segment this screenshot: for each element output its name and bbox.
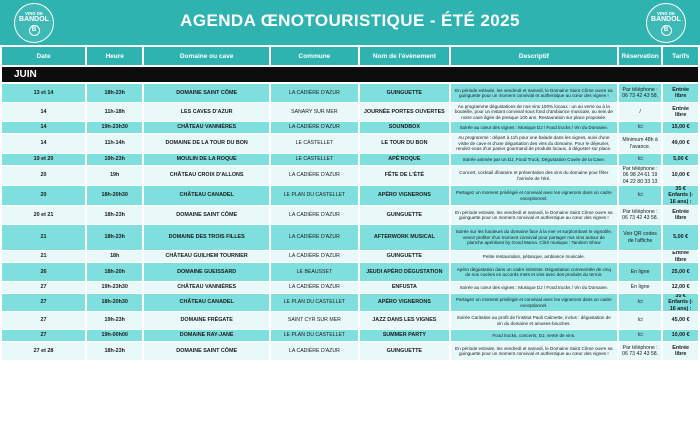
row-date: 20: [2, 166, 85, 185]
row-domain: CHÂTEAU CROIX D'ALLONS: [144, 166, 269, 185]
table-row: [2, 263, 698, 281]
description-text: Partagez un moment privilégié et convivial avec les vignerons dans un cadre exceptionnel.: [455, 297, 612, 308]
row-price: Entrée libre: [663, 103, 698, 121]
row-commune: LA CADIÈRE D'AZUR: [271, 225, 358, 250]
row-price: 35 € Enfants (- 16 ans) :: [663, 186, 698, 205]
row-date: 26: [2, 263, 85, 281]
row-reservation[interactable]: En ligne: [619, 282, 662, 293]
row-commune: LA CADIÈRE D'AZUR: [271, 282, 358, 293]
logo-line1: VINS DE: [24, 10, 43, 16]
row-reservation[interactable]: Par téléphone : 06 98 24 61 19 04 22 80 33 13: [619, 166, 662, 185]
row-event-name: JEUDI APÉRO DÉGUSTATION: [360, 263, 449, 281]
row-price: 25,00 €: [663, 263, 698, 281]
row-price: 5,00 €: [663, 225, 698, 250]
table-row: [2, 154, 698, 165]
row-description: [451, 122, 617, 133]
row-description: [451, 263, 617, 281]
row-date: 13 et 14: [2, 84, 85, 102]
row-hour: 11h-18h: [87, 103, 142, 121]
description-text: Concert, cocktail dînatoire et présentation des vins du domaine pour fêter l'arrivée de l'été.: [459, 170, 609, 181]
description-text: Soirée au cœur des vignes : Musique DJ / Food trucks / Vin du Domaine.: [459, 284, 609, 290]
row-event-name: GUINGUETTE: [360, 84, 449, 102]
month-label: JUIN: [2, 67, 698, 82]
row-hour: 18h-20h: [87, 263, 142, 281]
row-description: [451, 103, 617, 121]
row-hour: 18h-20h30: [87, 294, 142, 311]
row-commune: LA CADIÈRE D'AZUR: [271, 251, 358, 262]
row-event-name: APÉRO VIGNERONS: [360, 186, 449, 205]
row-description: [451, 282, 617, 293]
events-table: [2, 84, 698, 361]
row-commune: LA CADIÈRE D'AZUR: [271, 166, 358, 185]
table-row: [2, 134, 698, 153]
row-reservation[interactable]: /: [619, 103, 662, 121]
row-date: 20 et 21: [2, 206, 85, 224]
row-domain: LES CAVES D'AZUR: [144, 103, 269, 121]
row-commune: LE CASTELLET: [271, 154, 358, 165]
row-reservation[interactable]: Par téléphone : 06 73 42 43 58.: [619, 84, 662, 102]
row-commune: SANARY SUR MER: [271, 103, 358, 121]
description-text: Apéro dégustation dans un cadre intimiste. Dégustation commentée de cinq de nos cuvées en accords mets et vins avec des produits du terroir.: [456, 266, 611, 277]
logo-line2: BANDOL: [651, 15, 681, 23]
row-reservation[interactable]: Par téléphone : 06 73 42 43 58.: [619, 342, 662, 360]
row-event-name: ENFUSTA: [360, 282, 449, 293]
row-description: [451, 312, 617, 329]
table-row: [2, 84, 698, 102]
logo-line2: BANDOL: [19, 15, 49, 23]
row-reservation[interactable]: [619, 251, 662, 262]
row-date: 20: [2, 186, 85, 205]
row-event-name: APÉ'ROQUE: [360, 154, 449, 165]
row-price: 10,00 €: [663, 330, 698, 341]
row-domain: CHÂTEAU GUILHEM TOURNIER: [144, 251, 269, 262]
row-reservation[interactable]: Voir QR codes de l'affiche: [619, 225, 662, 250]
description-text: Soirée animée par un DJ, Food Truck, Dégustation Cuvée de la Cave.: [462, 156, 606, 162]
table-row: [2, 294, 698, 311]
row-commune: LA CADIÈRE D'AZUR: [271, 342, 358, 360]
row-hour: 11h-14h: [87, 134, 142, 153]
col-price: Tarifs: [663, 47, 698, 65]
row-domain: DOMAINE GUEISSARD: [144, 263, 269, 281]
page-title: AGENDA ŒNOTOURISTIQUE - ÉTÉ 2025: [180, 11, 520, 30]
row-hour: 18h-23h: [87, 84, 142, 102]
row-date: 27: [2, 312, 85, 329]
row-price: Entrée libre: [663, 206, 698, 224]
row-hour: 18h-23h: [87, 342, 142, 360]
row-reservation[interactable]: Par téléphone : 06 73 42 43 58.: [619, 206, 662, 224]
row-event-name: APÉRO VIGNERONS: [360, 294, 449, 311]
table-row: [2, 312, 698, 329]
row-domain: DOMAINE SAINT CÔME: [144, 206, 269, 224]
row-domain: DOMAINE DES TROIS FILLES: [144, 225, 269, 250]
row-price: Entrée libre: [663, 251, 698, 262]
row-description: [451, 251, 617, 262]
table-row: [2, 282, 698, 293]
row-price: 10,00 €: [663, 166, 698, 185]
row-reservation[interactable]: Ici: [619, 186, 662, 205]
row-commune: LE PLAN DU CASTELLET: [271, 186, 358, 205]
table-row: [2, 225, 698, 250]
row-domain: CHÂTEAU CANADEL: [144, 294, 269, 311]
table-row: [2, 122, 698, 133]
row-price: Entrée libre: [663, 342, 698, 360]
description-text: En période estivale, les vendredi et samedi, le Domaine Saint Côme ouvre sa guinguette pour un moment convivial et authentique au cœur des vignes !: [455, 209, 613, 220]
row-hour: 19h-23h: [87, 154, 142, 165]
row-commune: LA CADIÈRE D'AZUR: [271, 84, 358, 102]
row-reservation[interactable]: Minimum 48h à l'avance.: [619, 134, 662, 153]
col-date: Date: [2, 47, 85, 65]
row-description: [451, 84, 617, 102]
row-event-name: LE TOUR DU BON: [360, 134, 449, 153]
row-price: 45,00 €: [663, 312, 698, 329]
row-event-name: AFTERWORK MUSICAL: [360, 225, 449, 250]
table-row: [2, 342, 698, 360]
row-event-name: JAZZ DANS LES VIGNES: [360, 312, 449, 329]
row-domain: DOMAINE DE LA TOUR DU BON: [144, 134, 269, 153]
row-domain: CHÂTEAU VANNIÈRES: [144, 122, 269, 133]
row-date: 27 et 28: [2, 342, 85, 360]
row-commune: LE CASTELLET: [271, 134, 358, 153]
row-hour: 19h-00h00: [87, 330, 142, 341]
row-reservation[interactable]: Ici: [619, 294, 662, 311]
row-reservation[interactable]: Ici: [619, 122, 662, 133]
description-text: Soirée Caritative au profit de l'institut Paoli Calmette, inclus : dégustation de vin du domaine et amuses-bouches.: [456, 315, 611, 326]
table-row: [2, 330, 698, 341]
row-domain: DOMAINE FRÉGATE: [144, 312, 269, 329]
row-description: [451, 342, 617, 360]
table-row: [2, 206, 698, 224]
row-description: [451, 225, 617, 250]
row-description: [451, 186, 617, 205]
table-row: [2, 103, 698, 121]
table-row: [2, 166, 698, 185]
row-hour: 18h-23h: [87, 206, 142, 224]
row-event-name: GUINGUETTE: [360, 206, 449, 224]
row-date: 27: [2, 294, 85, 311]
row-hour: 18h-20h30: [87, 186, 142, 205]
row-description: [451, 206, 617, 224]
row-price: 12,00 €: [663, 282, 698, 293]
row-event-name: GUINGUETTE: [360, 342, 449, 360]
row-date: 21: [2, 225, 85, 250]
row-commune: LA CADIÈRE D'AZUR: [271, 206, 358, 224]
row-domain: MOULIN DE LA ROQUE: [144, 154, 269, 165]
row-event-name: SUMMER PARTY: [360, 330, 449, 341]
logo-mark: B: [29, 25, 40, 36]
logo-line1: VINS DE: [656, 10, 675, 16]
row-date: 27: [2, 330, 85, 341]
description-text: Au programme dégustations de nos vins 100% locaux : un au verre ou à la bouteille, pour un instant convivial sous fond d'ambiance musicale, au sein de notre cave âgée de presque 100 ans. Restauration sur place proposée.: [454, 103, 613, 120]
row-commune: LE BEAUSSET: [271, 263, 358, 281]
logo-mark: B: [661, 25, 672, 36]
col-commune: Commune: [271, 47, 358, 65]
row-date: 27: [2, 282, 85, 293]
bandol-logo-right: [646, 3, 686, 43]
row-description: [451, 154, 617, 165]
row-event-name: SOUNDBOX: [360, 122, 449, 133]
row-date: 19 et 20: [2, 154, 85, 165]
col-domain: Domaine ou cave: [144, 47, 269, 65]
row-date: 14: [2, 134, 85, 153]
row-description: [451, 330, 617, 341]
description-text: Soirée sur les hauteurs du domaine face à la mer et surplombant le vignoble, venez profiter d'un moment convivial pour partager nos vins autour de planche apéritives by Good Mama. Côté musique : Tandem Show: [455, 229, 613, 246]
row-price: 15,00 €: [663, 122, 698, 133]
row-date: 14: [2, 103, 85, 121]
row-reservation[interactable]: Ici: [619, 312, 662, 329]
table-row: [2, 186, 698, 205]
row-description: [451, 294, 617, 311]
row-commune: LE PLAN DU CASTELLET: [271, 330, 358, 341]
row-date: 21: [2, 251, 85, 262]
row-domain: DOMAINE SAINT CÔME: [144, 342, 269, 360]
row-event-name: FÊTE DE L'ÉTÉ: [360, 166, 449, 185]
table-header: [2, 47, 698, 65]
description-text: Food trucks, concerts, DJ, vente de vins.: [492, 332, 576, 338]
header-banner: [0, 0, 700, 45]
description-text: Au programme : départ à 11h pour une balade dans les vignes, suivi d'une visite de cave et d'une dégustation des vins du domaine. Pour le déjeuner, rendez-vous d'un panier gourmand de produits locaux, à déguster sur place.: [456, 135, 612, 152]
col-hour: Heure: [87, 47, 142, 65]
row-commune: LE PLAN DU CASTELLET: [271, 294, 358, 311]
row-hour: 19h-23h: [87, 312, 142, 329]
row-reservation[interactable]: En ligne: [619, 263, 662, 281]
row-price: 49,00 €: [663, 134, 698, 153]
row-date: 14: [2, 122, 85, 133]
row-hour: 18h: [87, 251, 142, 262]
row-description: [451, 134, 617, 153]
row-hour: 19h-23h30: [87, 122, 142, 133]
row-domain: CHÂTEAU VANNIÈRES: [144, 282, 269, 293]
col-reservation: Réservation: [619, 47, 662, 65]
row-commune: LA CADIÈRE D'AZUR: [271, 122, 358, 133]
col-event-name: Nom de l'évènement: [360, 47, 449, 65]
description-text: Soirée au cœur des vignes : Musique DJ / Food trucks / Vin du Domaine.: [459, 124, 609, 130]
row-event-name: JOURNÉE PORTES OUVERTES: [360, 103, 449, 121]
row-event-name: GUINGUETTE: [360, 251, 449, 262]
row-price: Entrée libre: [663, 84, 698, 102]
row-hour: 19h: [87, 166, 142, 185]
table-row: [2, 251, 698, 262]
row-price: 5,00 €: [663, 154, 698, 165]
row-hour: 19h-23h30: [87, 282, 142, 293]
row-domain: CHÂTEAU CANADEL: [144, 186, 269, 205]
description-text: Petite restauration, pétanque, ambiance musicale.: [482, 253, 585, 259]
row-description: [451, 166, 617, 185]
description-text: En période estivale, les vendredi et samedi, le Domaine Saint Côme ouvre sa guinguette pour un moment convivial et authentique au cœur des vignes !: [455, 87, 613, 98]
row-hour: 18h-23h: [87, 225, 142, 250]
description-text: En période estivale, les vendredi et samedi, le Domaine Saint Côme ouvre sa guinguette pour un moment convivial et authentique au cœur des vignes !: [455, 345, 613, 356]
col-description: Descriptif: [451, 47, 617, 65]
description-text: Partagez un moment privilégié et convivial avec les vignerons dans un cadre exceptionnel.: [455, 190, 612, 201]
row-domain: DOMAINE SAINT CÔME: [144, 84, 269, 102]
row-commune: SAINT CYR SUR MER: [271, 312, 358, 329]
row-domain: DOMAINE RAY-JANE: [144, 330, 269, 341]
row-reservation[interactable]: Ici: [619, 330, 662, 341]
row-price: 35 € Enfants (- 16 ans) :: [663, 294, 698, 311]
row-reservation[interactable]: Ici: [619, 154, 662, 165]
